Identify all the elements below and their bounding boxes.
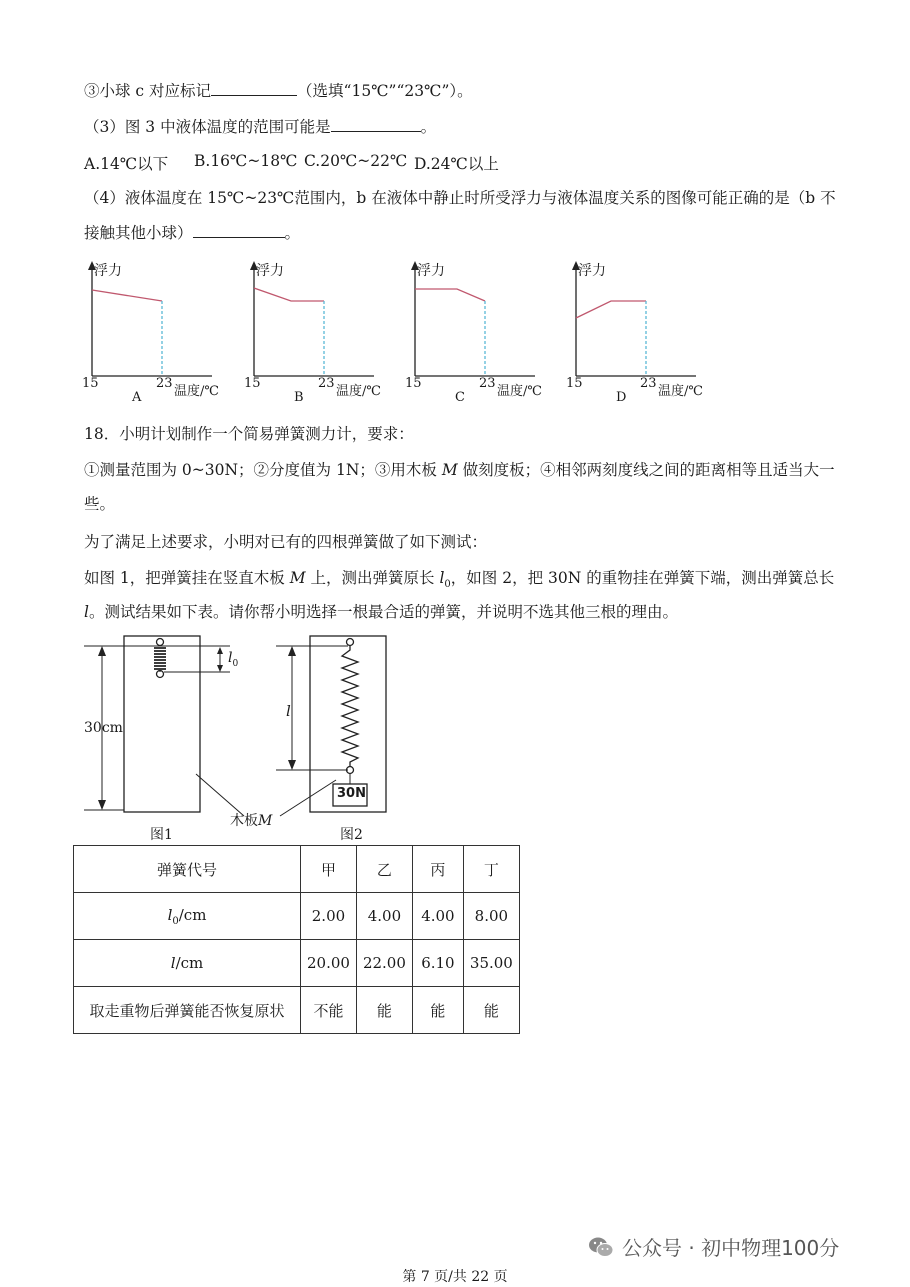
- graph-y-label: 浮力: [417, 263, 445, 279]
- question-18-requirements: ①测量范围为 0~30N；②分度值为 1N；③用木板 M 做刻度板；④相邻两刻度线之间的距离相等且适当大一: [84, 461, 835, 479]
- question-18-test: 为了满足上述要求，小明对已有的四根弹簧做了如下测试：: [84, 533, 488, 551]
- label-l0: $l_0$: [228, 650, 239, 669]
- graph-letter: A: [132, 390, 142, 405]
- answer-blank: [331, 116, 421, 132]
- graph-d: 浮力 15 23 温度/℃ D: [566, 258, 726, 408]
- table-row: l/cm 20.00 22.00 6.10 35.00: [74, 940, 520, 987]
- table-row: $l_0/cm$ 2.00 4.00 4.00 8.00: [74, 893, 520, 940]
- label-l: l: [286, 702, 291, 720]
- wechat-watermark: 公众号 · 初中物理100分: [588, 1232, 839, 1261]
- question-18-intro: 18．小明计划制作一个简易弹簧测力计，要求：: [84, 425, 414, 443]
- weight-label: 30N: [337, 786, 366, 801]
- option-a: A.14℃以下: [84, 155, 169, 173]
- graph-y-label: 浮力: [94, 263, 122, 279]
- label-30cm: 30cm: [84, 720, 123, 736]
- option-c: C.20℃~22℃: [304, 152, 408, 170]
- page-number: 第 7 页/共 22 页: [402, 1269, 508, 1285]
- question-3: （3）图 3 中液体温度的范围可能是 。: [84, 118, 437, 136]
- table-row: 取走重物后弹簧能否恢复原状 不能 能 能 能: [74, 987, 520, 1034]
- question-4-line1: （4）液体温度在 15℃~23℃范围内，b 在液体中静止时所受浮力与液体温度关系的图像可能正确的是（b 不: [84, 189, 836, 207]
- graph-letter: D: [616, 390, 627, 405]
- figure-2-caption: 图2: [340, 827, 363, 843]
- table-row: 弹簧代号 甲 乙 丙 丁: [74, 846, 520, 893]
- graph-y-label: 浮力: [256, 263, 284, 279]
- option-b: B.16℃~18℃: [194, 152, 298, 170]
- figure-1-caption: 图1: [150, 827, 173, 843]
- question-line-ball-c: ③小球 c 对应标记 （选填“15℃”“23℃”）。: [84, 82, 473, 100]
- graph-a: 浮力 15 23 温度/℃ A: [82, 258, 242, 408]
- graph-c: 浮力 15 23 温度/℃ C: [405, 258, 565, 408]
- wechat-icon: [588, 1236, 614, 1258]
- answer-blank: [211, 80, 297, 96]
- graph-letter: C: [455, 390, 465, 405]
- question-18-figure-desc-cont: l。测试结果如下表。请你帮小明选择一根最合适的弹簧，并说明不选其他三根的理由。: [84, 603, 678, 621]
- spring-test-table: [73, 845, 520, 1034]
- answer-blank: [193, 222, 285, 238]
- question-18-figure-desc: 如图 1，把弹簧挂在竖直木板 M 上，测出弹簧原长 $l_0$，如图 2，把 30N 的重物挂在弹簧下端，测出弹簧总长: [84, 569, 835, 591]
- graph-b: 浮力 15 23 温度/℃ B: [244, 258, 404, 408]
- graph-y-label: 浮力: [578, 263, 606, 279]
- question-4-line2: 接触其他小球） 。: [84, 224, 301, 242]
- question-18-requirements-cont: 些。: [84, 495, 116, 513]
- option-d: D.24℃以上: [414, 155, 499, 173]
- graph-letter: B: [294, 390, 304, 405]
- board-label: 木板M: [230, 813, 273, 829]
